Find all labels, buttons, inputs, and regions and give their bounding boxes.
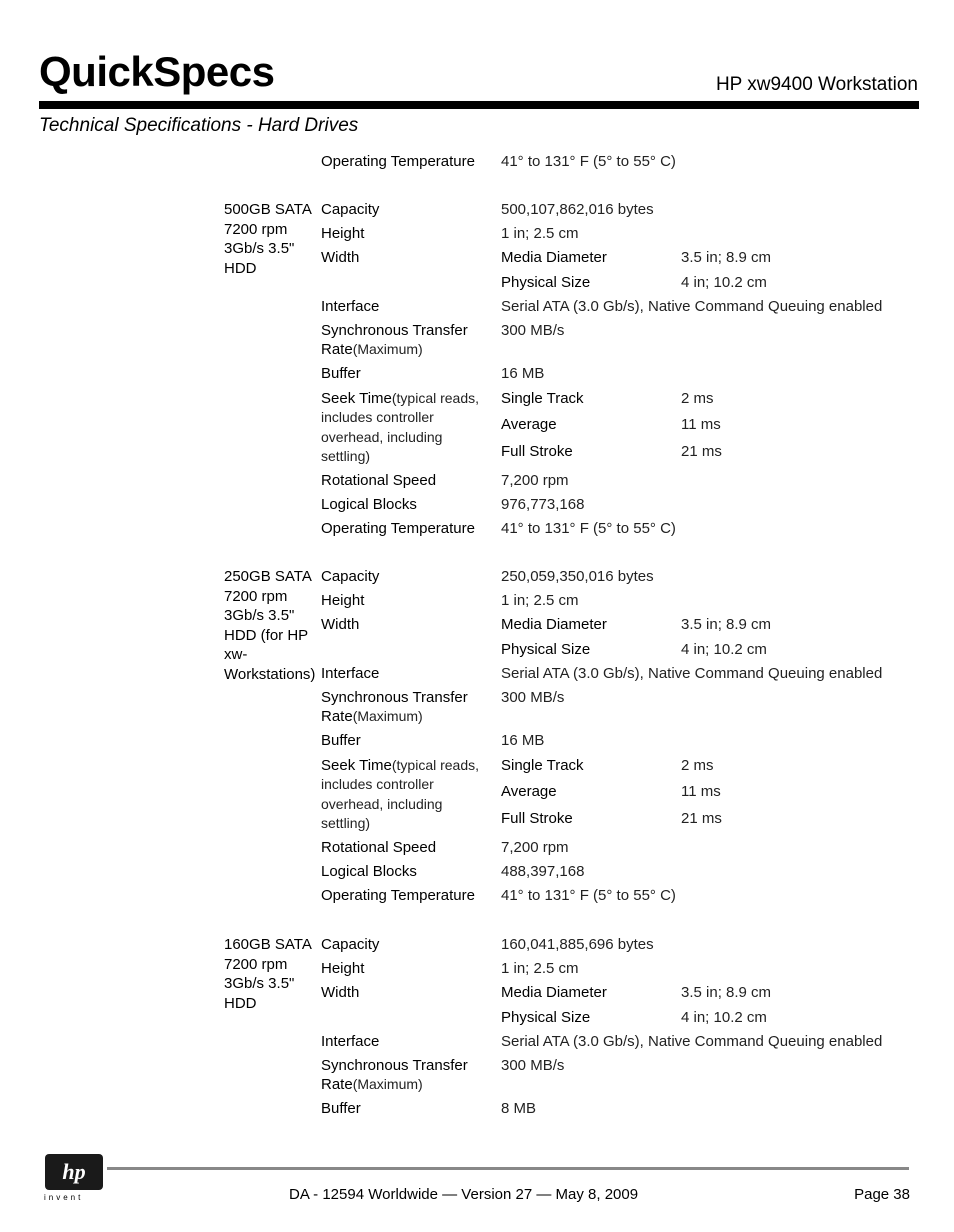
spec-label-seek-time-line1: [321, 756, 479, 775]
spec-value-interface: Serial ATA (3.0 Gb/s), Native Command Queuing enabled: [501, 298, 883, 315]
spec-value-average: 11 ms: [681, 783, 721, 800]
spec-value-media-diameter: 3.5 in; 8.9 cm: [681, 249, 772, 266]
spec-label-buffer: Buffer: [321, 1100, 361, 1117]
spec-label-transfer-rate: Synchronous Transfer: [321, 322, 468, 339]
footer-rule: [107, 1167, 909, 1170]
spec-label-physical-size: Physical Size: [501, 641, 591, 658]
drive-name-line: HDD: [224, 259, 257, 277]
spec-label-single-track: Single Track: [501, 390, 584, 407]
spec-label-buffer: Buffer: [321, 365, 361, 382]
spec-label-transfer-rate-line2: [321, 707, 423, 726]
drive-name-line: HDD (for HP: [224, 626, 309, 644]
spec-note-maximum: (Maximum): [352, 341, 423, 357]
brand-title: QuickSpecs: [39, 48, 275, 95]
spec-label-transfer-rate: Synchronous Transfer: [321, 689, 468, 706]
spec-value-average: 11 ms: [681, 416, 721, 433]
spec-label-height: Height: [321, 225, 365, 242]
spec-label-seek-time: Seek Time: [321, 390, 392, 407]
hp-logo-text: hp: [62, 1159, 86, 1184]
spec-note-seek: settling): [321, 815, 371, 831]
drive-name-line: 3Gb/s 3.5": [224, 240, 295, 257]
spec-label-single-track: Single Track: [501, 757, 584, 774]
spec-value-buffer: 16 MB: [501, 732, 545, 749]
spec-label-capacity: Capacity: [321, 201, 380, 218]
spec-value-physical-size: 4 in; 10.2 cm: [681, 274, 767, 291]
spec-value-rotational-speed: 7,200 rpm: [501, 839, 569, 856]
spec-value-full-stroke: 21 ms: [681, 443, 722, 460]
spec-note-maximum: (Maximum): [352, 1076, 423, 1092]
spec-value-logical-blocks: 488,397,168: [501, 863, 585, 880]
spec-label-average: Average: [501, 416, 557, 433]
spec-label-transfer-rate-line2: [321, 1075, 423, 1094]
drive-name-line: 250GB SATA: [224, 568, 312, 585]
spec-label-interface: Interface: [321, 665, 380, 682]
spec-value-capacity: 500,107,862,016 bytes: [501, 201, 654, 218]
spec-value-buffer: 16 MB: [501, 365, 545, 382]
header-rule: [39, 101, 919, 109]
drive-name-line: Workstations): [224, 665, 316, 683]
spec-value-operating-temperature: 41° to 131° F (5° to 55° C): [501, 887, 676, 904]
drive-name-line: HDD: [224, 994, 257, 1012]
spec-label-height: Height: [321, 592, 365, 609]
spec-label-logical-blocks: Logical Blocks: [321, 496, 417, 513]
spec-label-rotational-speed: Rotational Speed: [321, 839, 437, 856]
spec-label-media-diameter: Media Diameter: [501, 249, 607, 266]
spec-label-media-diameter: Media Diameter: [501, 984, 607, 1001]
hp-logo-icon: [45, 1154, 103, 1190]
spec-label-transfer-rate-line2: [321, 340, 423, 359]
spec-label-capacity: Capacity: [321, 568, 380, 585]
drive-name-line: 7200 rpm: [224, 587, 288, 605]
spec-label-capacity: Capacity: [321, 936, 380, 953]
spec-value-single-track: 2 ms: [681, 390, 714, 407]
spec-label-buffer: Buffer: [321, 732, 361, 749]
spec-label-width: Width: [321, 616, 360, 633]
spec-label-physical-size: Physical Size: [501, 274, 591, 291]
spec-note-seek: (typical reads,: [391, 390, 480, 406]
spec-note-maximum: (Maximum): [352, 708, 423, 724]
spec-value-interface: Serial ATA (3.0 Gb/s), Native Command Queuing enabled: [501, 1033, 883, 1050]
spec-label-interface: Interface: [321, 298, 380, 315]
spec-value-single-track: 2 ms: [681, 757, 714, 774]
spec-value-height: 1 in; 2.5 cm: [501, 225, 579, 242]
spec-label-seek-time-line1: [321, 389, 479, 408]
spec-label-full-stroke: Full Stroke: [501, 810, 573, 827]
document-info: DA - 12594 Worldwide — Version 27 — May 8, 2009: [289, 1186, 639, 1203]
spec-label-transfer-rate-cont: Rate: [321, 341, 353, 358]
drive-name-line: 3Gb/s 3.5": [224, 607, 295, 624]
spec-value-media-diameter: 3.5 in; 8.9 cm: [681, 616, 772, 633]
spec-note-seek: overhead, including: [321, 796, 443, 812]
drive-name-line: 160GB SATA: [224, 936, 312, 953]
spec-value-transfer-rate: 300 MB/s: [501, 689, 565, 706]
spec-label-seek-time: Seek Time: [321, 757, 392, 774]
spec-value-interface: Serial ATA (3.0 Gb/s), Native Command Queuing enabled: [501, 665, 883, 682]
spec-note-seek: includes controller: [321, 776, 434, 792]
spec-value-physical-size: 4 in; 10.2 cm: [681, 1009, 767, 1026]
spec-value-media-diameter: 3.5 in; 8.9 cm: [681, 984, 772, 1001]
page-number: Page 38: [854, 1186, 910, 1203]
spec-value-rotational-speed: 7,200 rpm: [501, 472, 569, 489]
spec-value-height: 1 in; 2.5 cm: [501, 960, 579, 977]
spec-value-full-stroke: 21 ms: [681, 810, 722, 827]
spec-value-transfer-rate: 300 MB/s: [501, 322, 565, 339]
spec-label-physical-size: Physical Size: [501, 1009, 591, 1026]
spec-value-capacity: 250,059,350,016 bytes: [501, 568, 654, 585]
spec-value-operating-temperature: 41° to 131° F (5° to 55° C): [501, 153, 676, 170]
spec-note-seek: includes controller: [321, 409, 434, 425]
spec-label-width: Width: [321, 984, 360, 1001]
spec-note-seek: overhead, including: [321, 429, 443, 445]
spec-label-height: Height: [321, 960, 365, 977]
drive-name-line: 3Gb/s 3.5": [224, 975, 295, 992]
spec-label-media-diameter: Media Diameter: [501, 616, 607, 633]
spec-label-rotational-speed: Rotational Speed: [321, 472, 437, 489]
spec-note-seek: settling): [321, 448, 371, 464]
drive-name-line: 7200 rpm: [224, 955, 288, 973]
drive-name-line: xw-: [224, 646, 248, 663]
spec-value-transfer-rate: 300 MB/s: [501, 1057, 565, 1074]
spec-value-logical-blocks: 976,773,168: [501, 496, 585, 513]
spec-value-operating-temperature: 41° to 131° F (5° to 55° C): [501, 520, 676, 537]
spec-value-height: 1 in; 2.5 cm: [501, 592, 579, 609]
drive-name-line: 7200 rpm: [224, 220, 288, 238]
spec-label-full-stroke: Full Stroke: [501, 443, 573, 460]
spec-label-interface: Interface: [321, 1033, 380, 1050]
spec-label-logical-blocks: Logical Blocks: [321, 863, 417, 880]
spec-label-transfer-rate-cont: Rate: [321, 1076, 353, 1093]
spec-value-physical-size: 4 in; 10.2 cm: [681, 641, 767, 658]
spec-value-buffer: 8 MB: [501, 1100, 537, 1117]
spec-label-transfer-rate: Synchronous Transfer: [321, 1057, 468, 1074]
spec-label-operating-temperature: Operating Temperature: [321, 153, 475, 170]
spec-label-width: Width: [321, 249, 360, 266]
spec-label-operating-temperature: Operating Temperature: [321, 887, 475, 904]
hp-invent-tagline: invent: [44, 1193, 84, 1202]
drive-name-line: 500GB SATA: [224, 201, 312, 218]
spec-note-seek: (typical reads,: [391, 757, 480, 773]
section-title: Technical Specifications - Hard Drives: [39, 115, 359, 136]
spec-value-capacity: 160,041,885,696 bytes: [501, 936, 654, 953]
product-name: HP xw9400 Workstation: [715, 74, 918, 95]
spec-label-average: Average: [501, 783, 557, 800]
spec-label-operating-temperature: Operating Temperature: [321, 520, 475, 537]
spec-label-transfer-rate-cont: Rate: [321, 708, 353, 725]
